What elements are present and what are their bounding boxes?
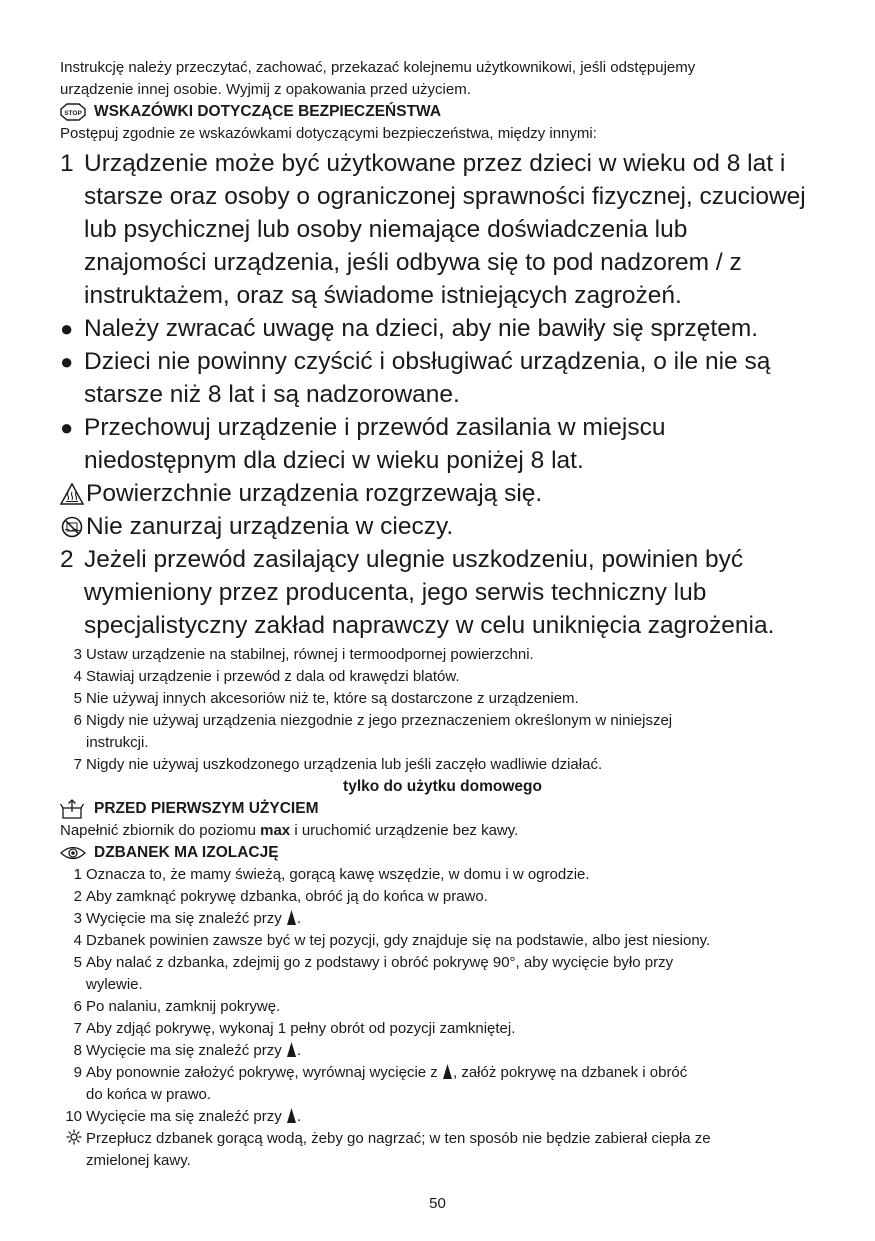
item-number: 2 (60, 546, 74, 573)
list-number: 6 (73, 712, 82, 729)
list-text: Nigdy nie używaj uszkodzonego urządzenia lub jeśli zaczęło wadliwie działać. (86, 756, 603, 773)
list-item (60, 688, 825, 710)
list-number: 8 (73, 1042, 82, 1059)
tip-item (60, 1128, 825, 1172)
list-text-part: Wycięcie ma się znaleźć przy (86, 1042, 282, 1059)
list-number: 6 (73, 998, 82, 1015)
safety-bullet (60, 411, 825, 477)
first-use-icon (60, 799, 88, 819)
list-text (86, 1040, 825, 1062)
safety-title: WSKAZÓWKI DOTYCZĄCE BEZPIECZEŃSTWA (94, 103, 442, 120)
item-number: 1 (60, 150, 74, 177)
bullet-line: niedostępnym dla dzieci w wieku poniżej 8 lat. (84, 447, 584, 474)
notch-marker-icon (443, 1064, 452, 1079)
sun-icon (60, 1128, 86, 1150)
item-line: Urządzenie może być użytkowane przez dzieci w wieku od 8 lat i (84, 150, 786, 177)
item-line: znajomości urządzenia, jeśli odbywa się to pod nadzorem / z (84, 249, 742, 276)
first-use-text-before: Napełnić zbiornik do poziomu (60, 822, 256, 839)
tip-text: zmielonej kawy. (86, 1152, 191, 1169)
first-use-heading (60, 798, 825, 820)
first-use-text (60, 820, 825, 842)
list-text: wylewie. (86, 976, 143, 993)
page-content (60, 57, 825, 1172)
safety-small-list (60, 644, 825, 776)
list-text: Nigdy nie używaj urządzenia niezgodnie z jego przeznaczeniem określonym w niniejszej (86, 712, 673, 729)
list-number: 3 (73, 646, 82, 663)
list-text-part: . (296, 1108, 302, 1125)
bullet-line: Należy zwracać uwagę na dzieci, aby nie bawiły się sprzętem. (84, 315, 759, 342)
list-text-part: , załóż pokrywę na dzbanek i obróć (452, 1064, 688, 1081)
list-number: 5 (73, 690, 82, 707)
safety-item-2 (60, 543, 825, 642)
list-text: Oznacza to, że mamy świeżą, gorącą kawę wszędzie, w domu i w ogrodzie. (86, 866, 590, 883)
list-number: 4 (73, 932, 82, 949)
list-text: Aby nalać z dzbanka, zdejmij go z podstawy i obróć pokrywę 90°, aby wycięcie było przy (86, 954, 674, 971)
bullet-line: Dzieci nie powinny czyścić i obsługiwać urządzenia, o ile nie są (84, 348, 771, 375)
list-item (60, 1040, 825, 1062)
hot-surface-text: Powierzchnie urządzenia rozgrzewają się. (86, 480, 543, 507)
list-number: 9 (73, 1064, 82, 1081)
no-immerse-text: Nie zanurzaj urządzenia w cieczy. (86, 513, 454, 540)
list-text-part: . (296, 1042, 302, 1059)
first-use-text-after: i uruchomić urządzenie bez kawy. (294, 822, 519, 839)
item-line: starsze oraz osoby o ograniczonej sprawności fizycznej, czuciowej (84, 183, 806, 210)
list-number: 1 (73, 866, 82, 883)
tip-text: Przepłucz dzbanek gorącą wodą, żeby go nagrzać; w ten sposób nie będzie zabierał ciepła ze (86, 1130, 711, 1147)
list-number: 7 (73, 756, 82, 773)
list-item (60, 930, 825, 952)
jug-heading (60, 842, 825, 864)
safety-item-1 (60, 147, 825, 312)
list-number: 5 (73, 954, 82, 971)
list-item (60, 754, 825, 776)
list-number: 2 (73, 888, 82, 905)
list-text: Aby zdjąć pokrywę, wykonaj 1 pełny obrót od pozycji zamkniętej. (86, 1020, 516, 1037)
bullet-icon: ● (60, 349, 74, 374)
list-item (60, 952, 825, 996)
bullet-line: starsze niż 8 lat i są nadzorowane. (84, 381, 460, 408)
list-text: Ustaw urządzenie na stabilnej, równej i termoodpornej powierzchni. (86, 646, 534, 663)
item-line: Jeżeli przewód zasilający ulegnie uszkodzeniu, powinien być (84, 546, 744, 573)
safety-bullet (60, 312, 825, 345)
list-text-part: Wycięcie ma się znaleźć przy (86, 1108, 282, 1125)
item-line: lub psychicznej lub osoby niemające doświadczenia lub (84, 216, 688, 243)
eye-icon (60, 843, 88, 863)
list-item (60, 864, 825, 886)
list-item (60, 908, 825, 930)
list-text-part: Aby ponownie założyć pokrywę, wyrównaj wycięcie z (86, 1064, 438, 1081)
list-item (60, 1018, 825, 1040)
item-line: specjalistyczny zakład naprawczy w celu uniknięcia zagrożenia. (84, 612, 775, 639)
list-text: do końca w prawo. (86, 1086, 212, 1103)
stop-icon (60, 102, 88, 122)
safety-bullet (60, 345, 825, 411)
bullet-icon: ● (60, 316, 74, 341)
household-use-note: tylko do użytku domowego (343, 778, 542, 795)
notch-marker-icon (287, 910, 296, 925)
list-number: 7 (73, 1020, 82, 1037)
jug-title: DZBANEK MA IZOLACJĘ (94, 844, 279, 861)
list-item (60, 644, 825, 666)
no-immerse-warning (60, 510, 825, 543)
list-item (60, 1062, 825, 1106)
list-item (60, 1106, 825, 1128)
list-text-part: Wycięcie ma się znaleźć przy (86, 910, 282, 927)
list-text: instrukcji. (86, 734, 149, 751)
list-text (86, 908, 825, 930)
hot-surface-warning (60, 477, 825, 510)
notch-marker-icon (287, 1108, 296, 1123)
notch-marker-icon (287, 1042, 296, 1057)
max-level-label: max (260, 822, 291, 839)
bullet-line: Przechowuj urządzenie i przewód zasilania w miejscu (84, 414, 666, 441)
list-text: Aby zamknąć pokrywę dzbanka, obróć ją do końca w prawo. (86, 888, 488, 905)
page-number: 50 (429, 1195, 446, 1212)
first-use-title: PRZED PIERWSZYM UŻYCIEM (94, 800, 319, 817)
list-item (60, 666, 825, 688)
list-number: 3 (73, 910, 82, 927)
item-line: wymieniony przez producenta, jego serwis techniczny lub (84, 579, 707, 606)
svg-text:STOP: STOP (64, 110, 82, 117)
list-text (86, 1106, 825, 1128)
list-item (60, 710, 825, 754)
item-line: instruktażem, oraz są świadome istniejących zagrożeń. (84, 282, 682, 309)
no-immerse-icon (60, 510, 86, 543)
intro-paragraph (60, 57, 825, 101)
bullet-icon: ● (60, 415, 74, 440)
intro-line: Instrukcję należy przeczytać, zachować, przekazać kolejnemu użytkownikowi, jeśli odstępujemy (60, 59, 696, 76)
list-text: Nie używaj innych akcesoriów niż te, które są dostarczone z urządzeniem. (86, 690, 579, 707)
list-text (86, 1062, 825, 1084)
list-number: 10 (65, 1108, 82, 1125)
safety-heading (60, 101, 825, 123)
list-text-part: . (296, 910, 302, 927)
list-text: Po nalaniu, zamknij pokrywę. (86, 998, 281, 1015)
list-item (60, 996, 825, 1018)
list-text: Dzbanek powinien zawsze być w tej pozycji, gdy znajduje się na podstawie, albo jest niesiony. (86, 932, 711, 949)
jug-list (60, 864, 825, 1172)
hot-surface-icon (60, 477, 86, 510)
safety-lead: Postępuj zgodnie ze wskazówkami dotyczącymi bezpieczeństwa, między innymi: (60, 125, 597, 142)
list-item (60, 886, 825, 908)
intro-line: urządzenie innej osobie. Wyjmij z opakowania przed użyciem. (60, 81, 471, 98)
list-text: Stawiaj urządzenie i przewód z dala od krawędzi blatów. (86, 668, 460, 685)
list-number: 4 (73, 668, 82, 685)
